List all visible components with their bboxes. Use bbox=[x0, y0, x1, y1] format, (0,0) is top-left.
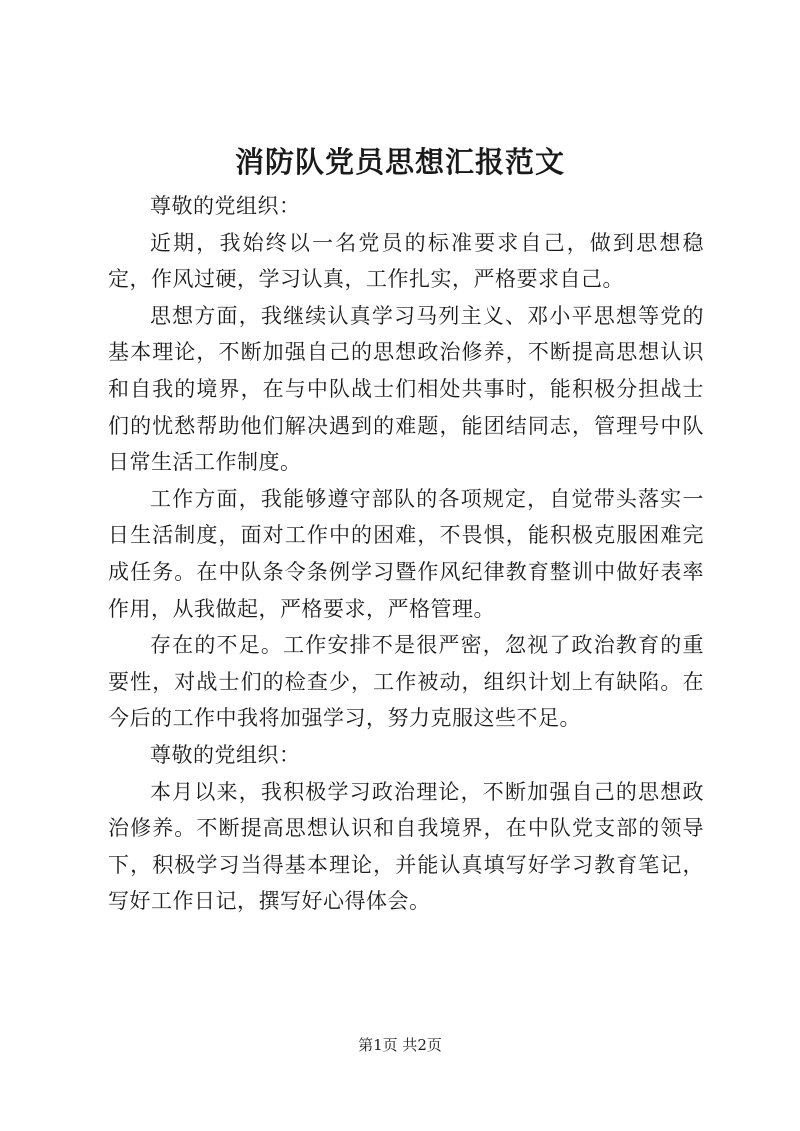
document-title: 消防队党员思想汇报范文 bbox=[234, 145, 565, 179]
document-body bbox=[108, 188, 704, 920]
paragraph-ideology: 思想方面，我继续认真学习马列主义、邓小平思想等党的基本理论，不断加强自己的思想政治修养，不断提高思想认识和自我的境界，在与中队战士们相处共事时，能积极分担战士们的忧愁帮助他们解决遇到的难题，能团结同志，管理号中队日常生活工作制度。 bbox=[108, 303, 704, 475]
paragraph-shortcomings: 存在的不足。工作安排不是很严密，忽视了政治教育的重要性，对战士们的检查少，工作被动，组织计划上有缺陷。在今后的工作中我将加强学习，努力克服这些不足。 bbox=[108, 633, 704, 731]
paragraph-intro: 近期，我始终以一名党员的标准要求自己，做到思想稳定，作风过硬，学习认真，工作扎实，严格要求自己。 bbox=[108, 230, 704, 292]
paragraph-monthly: 本月以来，我积极学习政治理论，不断加强自己的思想政治修养。不断提高思想认识和自我境界，在中队党支部的领导下，积极学习当得基本理论，并能认真填写好学习教育笔记，写好工作日记，撰写好心得体会。 bbox=[108, 779, 704, 914]
paragraph-work: 工作方面，我能够遵守部队的各项规定，自觉带头落实一日生活制度，面对工作中的困难，不畏惧，能积极克服困难完成任务。在中队条令条例学习暨作风纪律教育整训中做好表率作用，从我做起，严格要求，严格管理。 bbox=[108, 486, 704, 621]
salutation: 尊敬的党组织： bbox=[150, 194, 301, 218]
salutation-second: 尊敬的党组织： bbox=[150, 742, 301, 767]
page-indicator: 第1页 共2页 bbox=[358, 1036, 442, 1054]
